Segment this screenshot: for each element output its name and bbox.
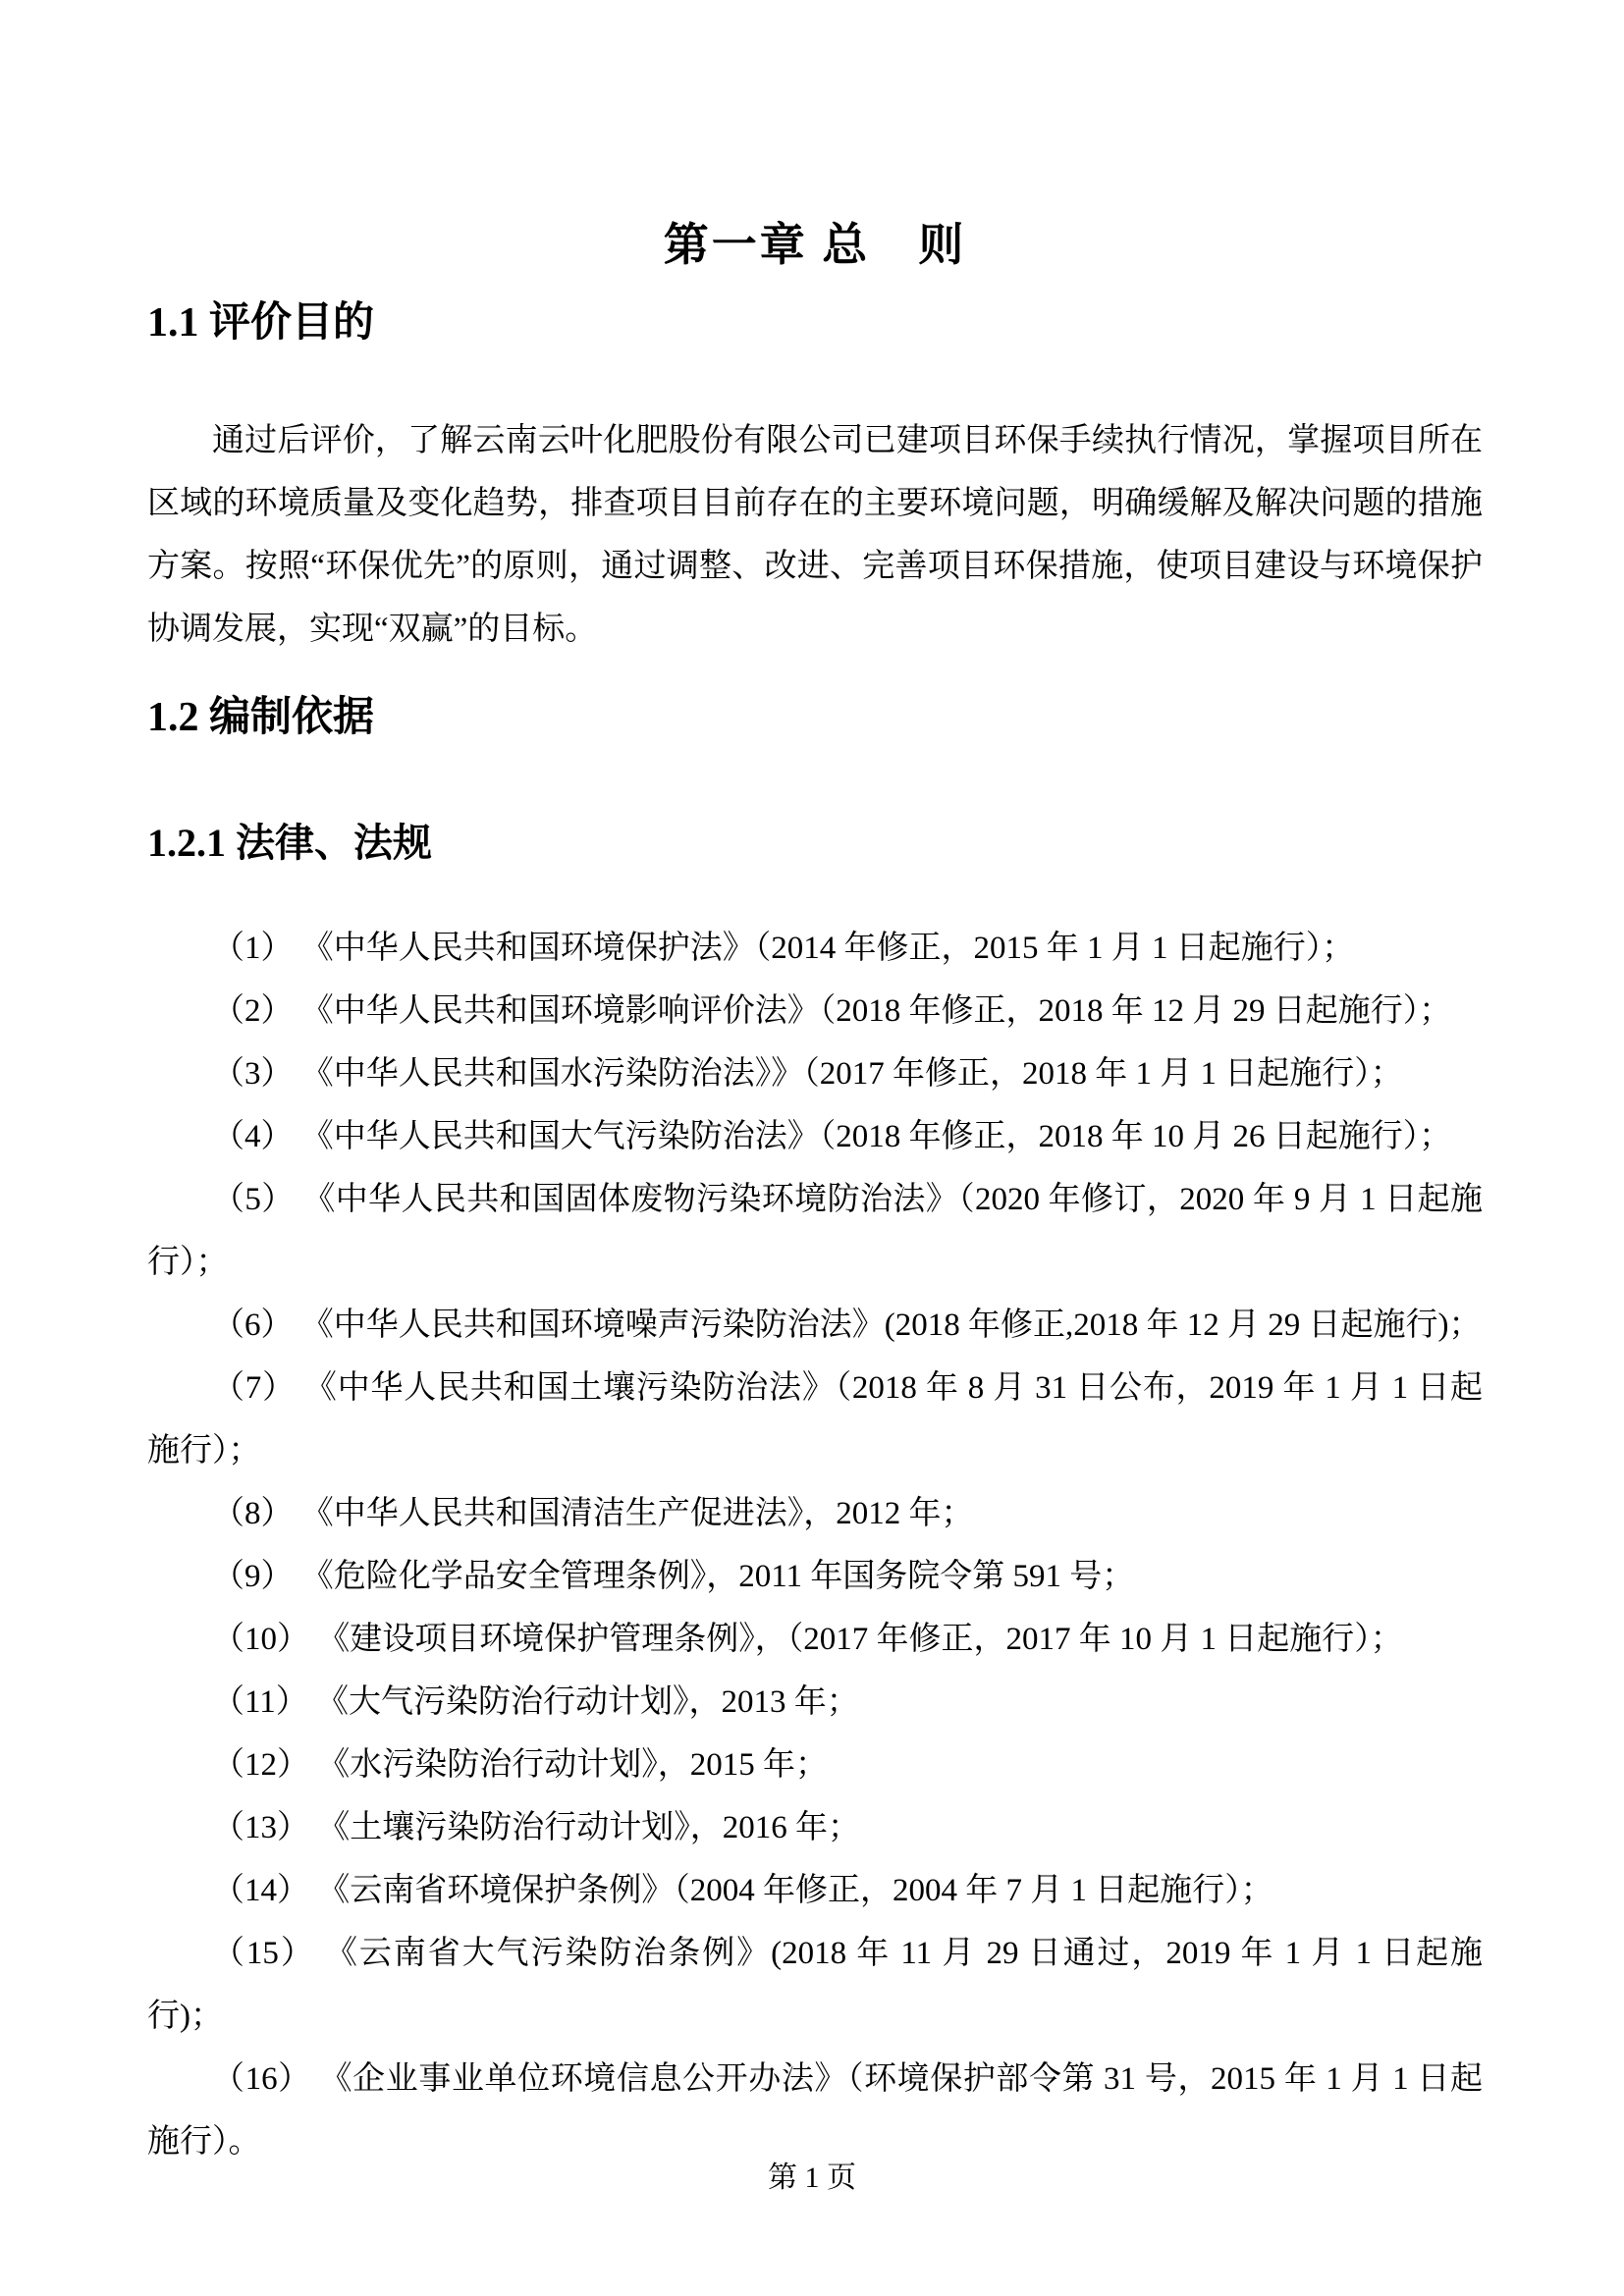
- list-item: （14） 《云南省环境保护条例》（2004 年修正，2004 年 7 月 1 日起施行）；: [212, 1873, 1273, 1908]
- list-item: （15） 《云南省大气污染防治条例》(2018 年 11 月 29 日通过，2019 年 1 月 1 日起施行)；: [147, 1936, 1483, 2034]
- list-item: （7） 《中华人民共和国土壤污染防治法》（2018 年 8 月 31 日公布，2019 年 1 月 1 日起施行）；: [147, 1370, 1483, 1468]
- list-item: （13） 《土壤污染防治行动计划》，2016 年；: [212, 1810, 860, 1845]
- list-item: （5） 《中华人民共和国固体废物污染环境防治法》（2020 年修订，2020 年 9 月 1 日起施行）；: [147, 1182, 1483, 1280]
- list-item: （6） 《中华人民共和国环境噪声污染防治法》(2018 年修正,2018 年 12 月 29 日起施行)；: [212, 1308, 1482, 1343]
- list-item: （3） 《中华人民共和国水污染防治法》》（2017 年修正，2018 年 1 月 1 日起施行）；: [212, 1056, 1403, 1092]
- law-list: [147, 917, 1483, 2173]
- subsection-heading-1-2-1: 1.2.1 法律、法规: [147, 821, 432, 865]
- list-item: （9） 《危险化学品安全管理条例》，2011 年国务院令第 591 号；: [212, 1559, 1135, 1594]
- section-1-1-paragraph: 通过后评价，了解云南云叶化肥股份有限公司已建项目环保手续执行情况，掌握项目所在区域的环境质量及变化趋势，排查项目目前存在的主要环境问题，明确缓解及解决问题的措施方案。按照“环保优先”的原则，通过调整、改进、完善项目环保措施，使项目建设与环境保护协调发展，实现“双赢”的目标。: [147, 423, 1483, 647]
- chapter-title: 第一章 总 则: [663, 220, 967, 270]
- list-item: （11） 《大气污染防治行动计划》，2013 年；: [212, 1684, 859, 1720]
- list-item: （10） 《建设项目环境保护管理条例》，（2017 年修正，2017 年 10 月 1 日起施行）；: [212, 1622, 1403, 1657]
- list-item: （1） 《中华人民共和国环境保护法》（2014 年修正，2015 年 1 月 1 日起施行）；: [212, 931, 1355, 966]
- list-item: （8） 《中华人民共和国清洁生产促进法》，2012 年；: [212, 1496, 974, 1531]
- list-item: （2） 《中华人民共和国环境影响评价法》（2018 年修正，2018 年 12 月 29 日起施行）；: [212, 993, 1452, 1029]
- list-item: （16） 《企业事业单位环境信息公开办法》（环境保护部令第 31 号，2015 年 1 月 1 日起施行）。: [147, 2061, 1484, 2160]
- list-item: （12） 《水污染防治行动计划》，2015 年；: [212, 1747, 828, 1783]
- page-footer: [0, 2159, 1624, 2198]
- section-heading-1-1: 1.1 评价目的: [147, 300, 375, 346]
- list-item: （4） 《中华人民共和国大气污染防治法》（2018 年修正，2018 年 10 月 26 日起施行）；: [212, 1119, 1452, 1154]
- page-number: 第 1 页: [768, 2162, 856, 2194]
- section-heading-1-2: 1.2 编制依据: [147, 695, 375, 740]
